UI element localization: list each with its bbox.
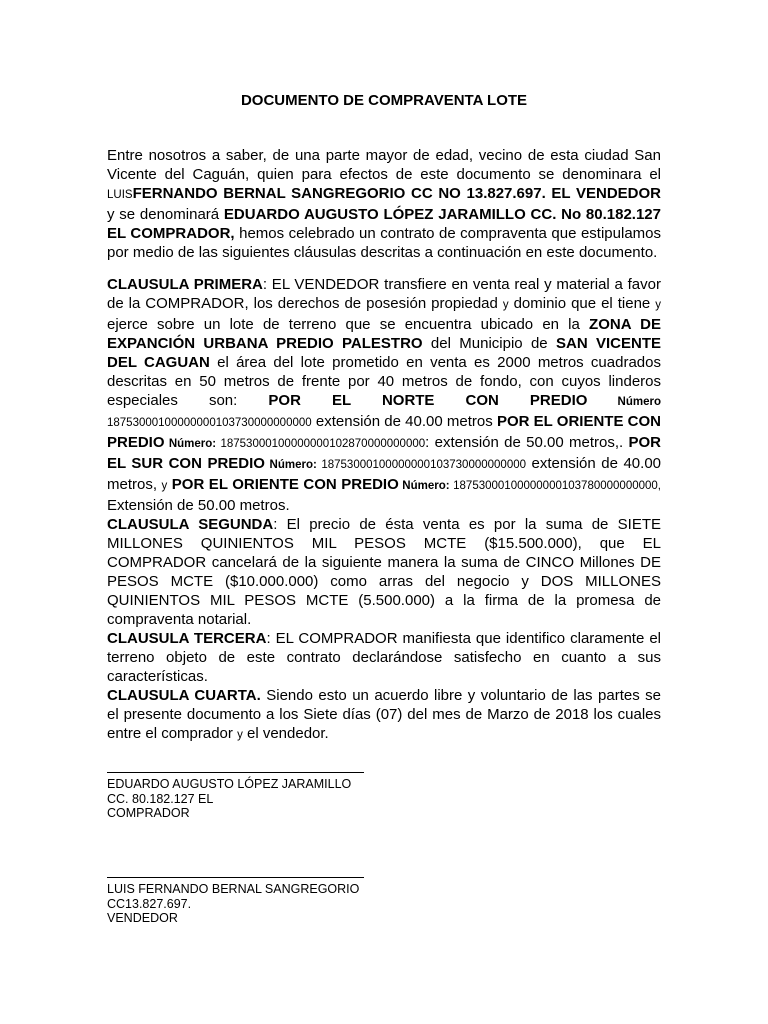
municipality-name: SAN VICENTE DEL CAGUAN — [107, 335, 661, 371]
clause-text: y — [502, 299, 509, 311]
buyer-signature-block — [107, 772, 367, 821]
parcel-number-label: Número: — [264, 459, 317, 471]
parcel-number: 18753000100000000103780000000000, — [449, 480, 661, 492]
intro-buyer-name: EDUARDO AUGUSTO LÓPEZ JARAMILLO CC. No 80.182.127 EL COMPRADOR, — [107, 206, 661, 242]
clause-cuarta — [107, 686, 661, 745]
clause-primera — [107, 275, 661, 515]
document-title: DOCUMENTO DE COMPRAVENTA LOTE — [240, 92, 528, 109]
intro-seller-name: FERNANDO BERNAL SANGREGORIO CC NO 13.827.697. EL VENDEDOR — [132, 185, 661, 202]
zone-name: ZONA DE EXPANCIÓN URBANA PREDIO PALESTRO — [107, 316, 661, 352]
parcel-number-label: Número — [587, 396, 661, 408]
intro-text: Entre nosotros a saber, de una parte mayor de edad, vecino de esta ciudad San Vicente del Caguán, quien para efectos de este documento se denominara el — [107, 147, 661, 183]
boundary-south: POR EL SUR CON PREDIO — [107, 434, 662, 472]
parcel-number: 18753000100000000103730000000000 — [316, 459, 527, 471]
clause-text: Siendo esto un acuerdo libre y voluntario de las partes se el presente documento a los Siete días (07) del mes de Marzo de 2018 los cuales entre el comprador — [107, 687, 661, 742]
parcel-number: 18753000100000000102870000000000 — [216, 438, 426, 450]
clause-text: del Municipio de — [422, 335, 556, 352]
buyer-role: COMPRADOR — [107, 806, 190, 820]
clause-text: y — [237, 729, 243, 741]
buyer-name: EDUARDO AUGUSTO LÓPEZ JARAMILLO — [107, 777, 352, 791]
clause-text: : extensión de 50.00 metros,. — [425, 434, 629, 451]
intro-text: hemos celebrado un contrato de compraventa que estipulamos por medio de las siguientes cláusulas descritas a continuación en este documento. — [107, 225, 662, 261]
intro-text: y se denominará — [107, 206, 224, 223]
parcel-number-label: Número: — [164, 438, 217, 450]
document-body — [107, 146, 661, 745]
clause-text: ejerce sobre un lote de terreno que se encuentra ubicado en la — [107, 316, 590, 333]
seller-signature-block — [107, 877, 367, 926]
intro-seller-first-name: LUIS — [107, 189, 133, 201]
seller-name: LUIS FERNANDO BERNAL SANGREGORIO — [107, 882, 360, 896]
clause-text: dominio que el tiene — [508, 295, 656, 312]
clause-text: y — [161, 480, 168, 492]
clause-heading: CLAUSULA PRIMERA — [107, 276, 263, 293]
clause-text: Extensión de 50.00 metros. — [107, 497, 290, 514]
intro-paragraph — [107, 146, 661, 262]
clause-segunda — [107, 515, 661, 629]
clause-text: : EL VENDEDOR transfiere en venta real y material a favor de la COMPRADOR, los derechos de posesión propiedad — [107, 276, 661, 312]
parcel-number: 18753000100000000103730000000000 — [107, 417, 312, 429]
clause-text: el vendedor. — [242, 725, 329, 742]
parcel-number-label: Número: — [398, 480, 450, 492]
clause-text: el área del lote prometido en venta es 2000 metros cuadrados descritas en 50 metros de frente por 40 metros de fondo, con cuyos linderos especiales son: — [107, 354, 661, 409]
clause-tercera — [107, 629, 661, 686]
seller-id: CC13.827.697. — [107, 896, 192, 911]
clause-text: extensión de 40.00 metros — [311, 413, 497, 430]
boundary-north: POR EL NORTE CON PREDIO — [268, 392, 588, 409]
clause-heading: CLAUSULA CUARTA. — [107, 687, 261, 704]
buyer-id: CC. 80.182.127 EL — [107, 791, 214, 806]
boundary-east: POR EL ORIENTE CON PREDIO — [107, 413, 661, 451]
clause-text: extensión de 40.00 metros, — [107, 455, 661, 493]
clause-heading: CLAUSULA TERCERA — [107, 630, 267, 647]
seller-role: VENDEDOR — [107, 911, 178, 925]
clause-text: : EL COMPRADOR manifiesta que identifico claramente el terreno objeto de este contrato declarándose satisfecho en cuanto a sus características. — [107, 630, 661, 685]
boundary-east-2: POR EL ORIENTE CON PREDIO — [167, 476, 399, 493]
clause-heading: CLAUSULA SEGUNDA — [107, 516, 274, 533]
clause-text: y — [655, 299, 661, 311]
clause-text: : El precio de ésta venta es por la suma de SIETE MILLONES QUINIENTOS MIL PESOS MCTE ($15.500.000), que EL COMPRADOR cancelará de la siguiente manera la suma de CINCO Millones DE PESOS MCTE ($10.000.000) como arras del negocio y DOS MILLONES QUINIENTOS MIL PESOS MCTE (5.500.000) a la firma de la promesa de compraventa notarial. — [107, 516, 661, 628]
